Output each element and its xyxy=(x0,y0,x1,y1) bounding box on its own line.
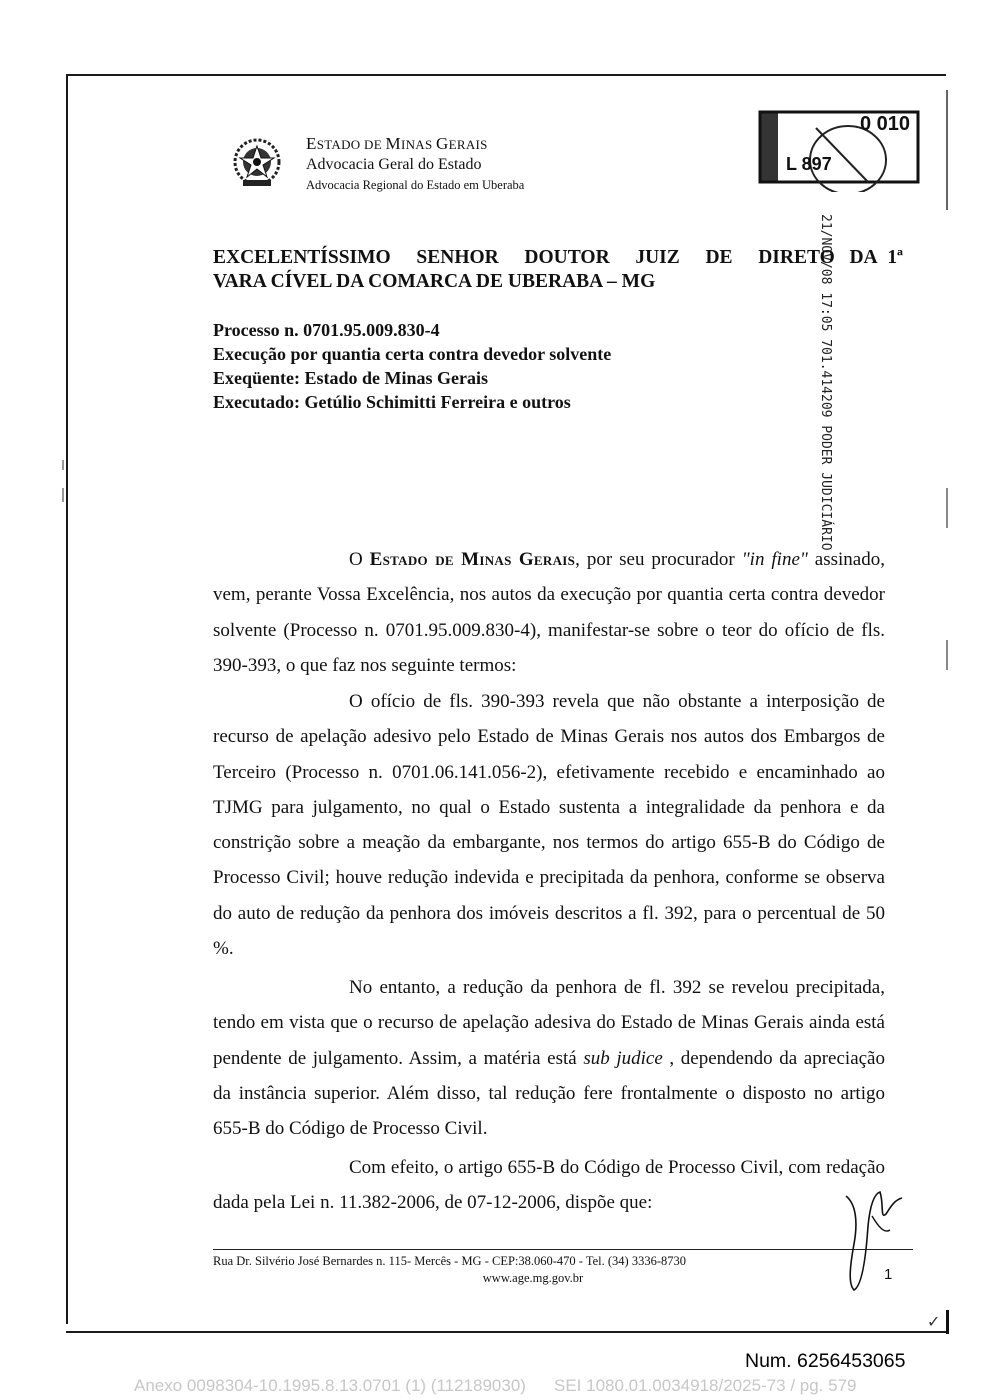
case-header xyxy=(213,318,611,414)
footer-website: www.age.mg.gov.br xyxy=(482,1271,584,1285)
page-border-right xyxy=(946,488,948,528)
footer-address: Rua Dr. Silvério José Bernardes n. 115- Mercês - MG - CEP:38.060-470 - Tel. (34) 3336-8730 xyxy=(213,1254,687,1268)
page-border-top xyxy=(66,74,946,76)
page-border-bottom xyxy=(66,1331,946,1333)
page-border-right xyxy=(946,90,948,210)
corner-mark: ✓ xyxy=(927,1314,941,1331)
case-action: Execução por quantia certa contra devedor solvente xyxy=(213,344,612,364)
scan-mark xyxy=(62,460,64,470)
document-number: Num. 6256453065 xyxy=(745,1350,906,1372)
paragraph-3: No entanto, a redução da penhora de fl. 392 se revelou precipitada, tendo em vista que o recurso de apelação adesiva do Estado de Minas Gerais ainda está pendente de julgamento. Assim, a matéria está sub judice , dependendo da apreciação da instância superior. Além disso, tal redução fere frontalmente o disposto no artigo 655-B do Código de Processo Civil. xyxy=(213,977,885,1140)
sei-watermark: SEI 1080.01.0034918/2025-73 / pg. 579 xyxy=(554,1376,857,1395)
case-plaintiff: Exeqüente: Estado de Minas Gerais xyxy=(213,368,489,388)
letterhead-agency: Advocacia Geral do Estado xyxy=(306,156,482,173)
annex-watermark: Anexo 0098304-10.1995.8.13.0701 (1) (112189030) xyxy=(134,1376,526,1395)
letterhead-state: ESTADO DE MINAS GERAIS xyxy=(306,134,488,153)
addressee xyxy=(213,246,903,294)
page-border-right xyxy=(946,1310,949,1334)
page-border-left xyxy=(66,74,68,1324)
stamp-number: 0 010 xyxy=(860,113,911,135)
case-defendant: Executado: Getúlio Schimitti Ferreira e outros xyxy=(213,392,571,412)
stamp-sheet: L 897 xyxy=(786,154,832,174)
page-border-right xyxy=(946,640,948,670)
footer-rule xyxy=(213,1249,913,1250)
letterhead-office: Advocacia Regional do Estado em Uberaba xyxy=(306,178,525,192)
paragraph-2: O ofício de fls. 390-393 revela que não obstante a interposição de recurso de apelação adesivo pelo Estado de Minas Gerais nos autos dos Embargos de Terceiro (Processo n. 0701.06.141.056-2), efetivamente recebido e encaminhado ao TJMG para julgamento, no qual o Estado sustenta a integralidade da penhora e da constrição sobre a meação da embargante, nos termos do artigo 655-B do Código de Processo Civil; houve redução indevida e precipitada da penhora, conforme se observa do auto de redução da penhora dos imóveis descritos a fl. 392, para o percentual de 50 %. xyxy=(213,691,885,960)
protocol-stamp xyxy=(756,108,922,192)
paragraph-4: Com efeito, o artigo 655-B do Código de Processo Civil, com redação dada pela Lei n. 11.382-2006, de 07-12-2006, dispõe que: xyxy=(213,1157,885,1214)
stamp-vertical-text: 21/NOV/08 17:05 701.414209 PODER JUDICIÁRIO xyxy=(818,214,833,551)
addressee-line-2: VARA CÍVEL DA COMARCA DE UBERABA – MG xyxy=(213,271,656,292)
scan-mark xyxy=(62,488,64,502)
state-coat-of-arms-icon xyxy=(230,136,284,190)
addressee-line-1: EXCELENTÍSSIMO SENHOR DOUTOR JUIZ DE DIRETO DA 1ª xyxy=(213,247,903,268)
page-number: 1 xyxy=(884,1266,893,1283)
paragraph-1: O Estado de Minas Gerais, por seu procurador "in fine" assinado, vem, perante Vossa Excelência, nos autos da execução por quantia certa contra devedor solvente (Processo n. 0701.95.009.830-4), manifestar-se sobre o teor do ofício de fls. 390-393, o que faz nos seguinte termos: xyxy=(213,549,885,676)
case-number: Processo n. 0701.95.009.830-4 xyxy=(213,320,440,340)
